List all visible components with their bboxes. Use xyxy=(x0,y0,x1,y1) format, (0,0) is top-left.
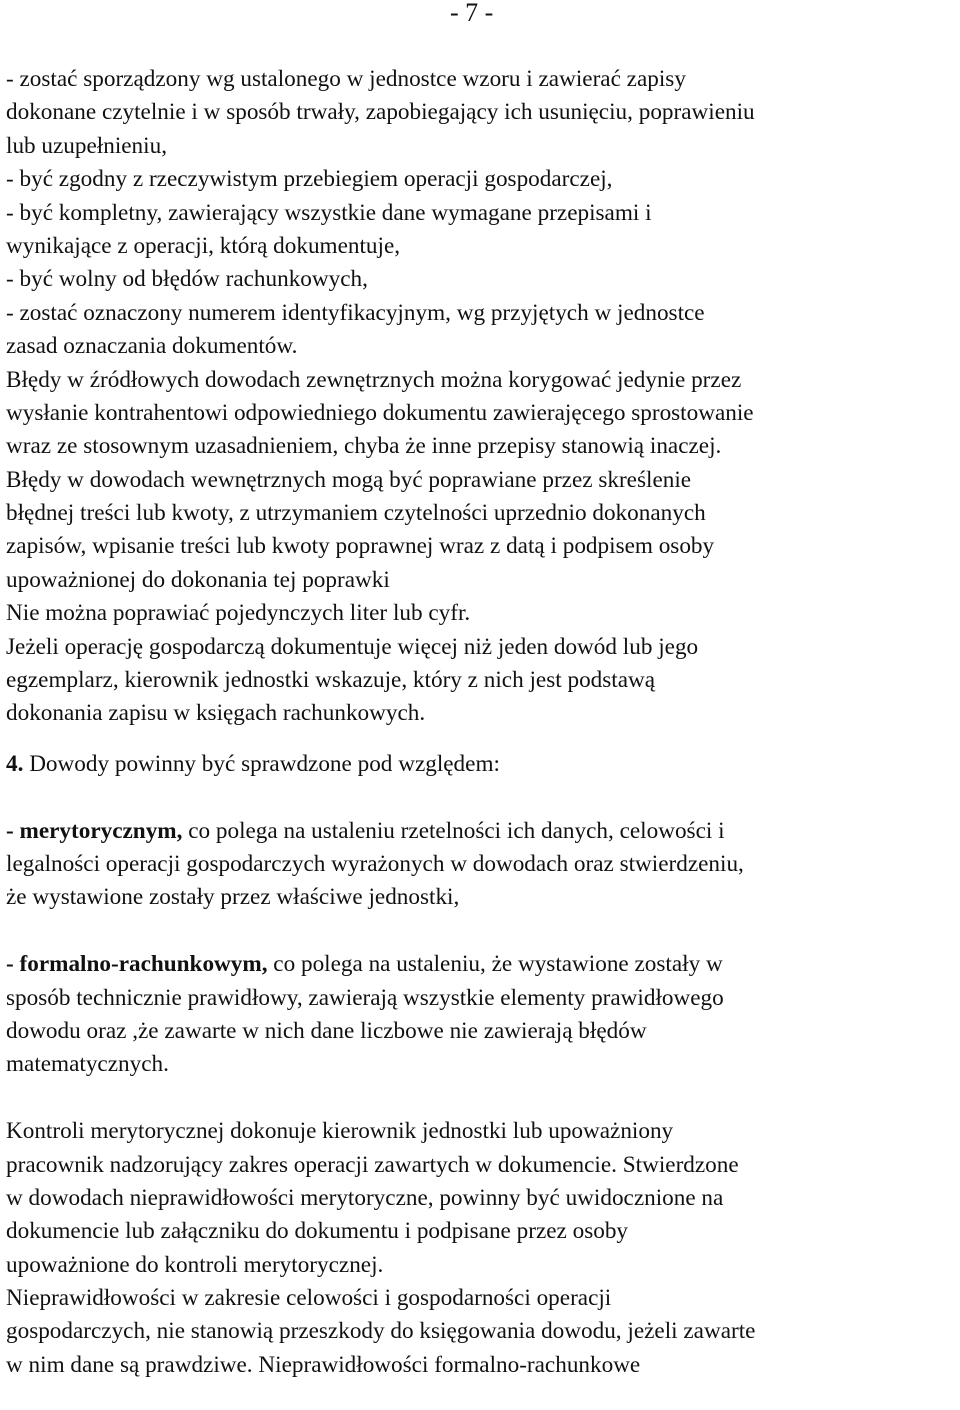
term-merytoryczny: - merytorycznym, xyxy=(6,817,183,844)
spacer xyxy=(6,731,956,748)
section-number: 4. xyxy=(6,750,24,777)
section-4-heading xyxy=(6,748,956,781)
spacer xyxy=(6,1082,956,1115)
paragraph-line: legalności operacji gospodarczych wyrażonych w dowodach oraz stwierdzeniu, xyxy=(6,850,744,877)
term-formalno-rachunkowy: - formalno-rachunkowym, xyxy=(6,951,268,978)
paragraph-line: Błędy w źródłowych dowodach zewnętrznych można korygować jedynie przez xyxy=(6,366,742,393)
paragraph-line: dokonania zapisu w księgach rachunkowych. xyxy=(6,700,426,727)
page-number: - 7 - xyxy=(450,0,494,27)
list-line: - być kompletny, zawierający wszystkie dane wymagane przepisami i xyxy=(6,199,652,226)
paragraph-line xyxy=(6,948,956,981)
multiple-documents-paragraph xyxy=(6,631,956,731)
section-title: Dowody powinny być sprawdzone pod względem: xyxy=(23,750,500,777)
paragraph-line: Nieprawidłowości w zakresie celowości i gospodarności operacji xyxy=(6,1285,612,1312)
list-line: zasad oznaczania dokumentów. xyxy=(6,333,298,360)
paragraph-line: gospodarczych, nie stanowią przeszkody do księgowania dowodu, jeżeli zawarte xyxy=(6,1318,756,1345)
list-line: - być wolny od błędów rachunkowych, xyxy=(6,266,368,293)
paragraph-line: wraz ze stosownym uzasadnieniem, chyba że inne przepisy stanowią inaczej. xyxy=(6,433,722,460)
list-line: dokonane czytelnie i w sposób trwały, zapobiegający ich usunięciu, poprawieniu xyxy=(6,99,755,126)
paragraph-line: dokumencie lub załączniku do dokumentu i podpisane przez osoby xyxy=(6,1218,629,1245)
document-body xyxy=(6,63,956,1382)
paragraph-line: błędnej treści lub kwoty, z utrzymaniem czytelności uprzednio dokonanych xyxy=(6,500,706,527)
list-line: wynikające z operacji, którą dokumentuje, xyxy=(6,232,401,259)
list-line: lub uzupełnieniu, xyxy=(6,132,167,159)
paragraph-line: egzemplarz, kierownik jednostki wskazuje, który z nich jest podstawą xyxy=(6,667,656,694)
spacer xyxy=(6,915,956,948)
paragraph-line: zapisów, wpisanie treści lub kwoty poprawnej wraz z datą i podpisem osoby xyxy=(6,533,715,560)
internal-errors-paragraph xyxy=(6,464,956,631)
paragraph-line: dowodu oraz ,że zawarte w nich dane liczbowe nie zawierają błędów xyxy=(6,1017,647,1044)
paragraph-line: matematycznych. xyxy=(6,1051,169,1078)
spacer xyxy=(6,781,956,814)
paragraph-line: Kontroli merytorycznej dokonuje kierownik jednostki lub upoważniony xyxy=(6,1118,674,1145)
paragraph-line xyxy=(6,815,956,848)
paragraph-line: pracownik nadzorujący zakres operacji zawartych w dokumencie. Stwierdzone xyxy=(6,1151,739,1178)
paragraph-line: Błędy w dowodach wewnętrznych mogą być poprawiane przez skreślenie xyxy=(6,466,692,493)
term-description: co polega na ustaleniu, że wystawione zostały w xyxy=(267,951,723,978)
list-line: - być zgodny z rzeczywistym przebiegiem operacji gospodarczej, xyxy=(6,166,613,193)
paragraph-line: Jeżeli operację gospodarczą dokumentuje więcej niż jeden dowód lub jego xyxy=(6,633,699,660)
paragraph-line: upoważnione do kontroli merytorycznej. xyxy=(6,1251,384,1278)
paragraph-line: wysłanie kontrahentowi odpowiedniego dokumentu zawierajęcego sprostowanie xyxy=(6,399,754,426)
merytoryczny-paragraph xyxy=(6,815,956,915)
list-line: - zostać oznaczony numerem identyfikacyjnym, wg przyjętych w jednostce xyxy=(6,299,705,326)
control-paragraph xyxy=(6,1115,956,1382)
paragraph-line: sposób technicznie prawidłowy, zawierają wszystkie elementy prawidłowego xyxy=(6,984,724,1011)
paragraph-line: w nim dane są prawdziwe. Nieprawidłowości formalno-rachunkowe xyxy=(6,1351,641,1378)
term-description: co polega na ustaleniu rzetelności ich danych, celowości i xyxy=(182,817,725,844)
paragraph-line: że wystawione zostały przez właściwe jednostki, xyxy=(6,884,460,911)
list-line: - zostać sporządzony wg ustalonego w jednostce wzoru i zawierać zapisy xyxy=(6,66,686,92)
external-errors-paragraph xyxy=(6,364,956,464)
formalno-rachunkowy-paragraph xyxy=(6,948,956,1082)
paragraph-line: Nie można poprawiać pojedynczych liter lub cyfr. xyxy=(6,600,471,627)
paragraph-line: w dowodach nieprawidłowości merytoryczne, powinny być uwidocznione na xyxy=(6,1184,724,1211)
requirements-list xyxy=(6,63,956,364)
paragraph-line: upoważnionej do dokonania tej poprawki xyxy=(6,566,390,593)
